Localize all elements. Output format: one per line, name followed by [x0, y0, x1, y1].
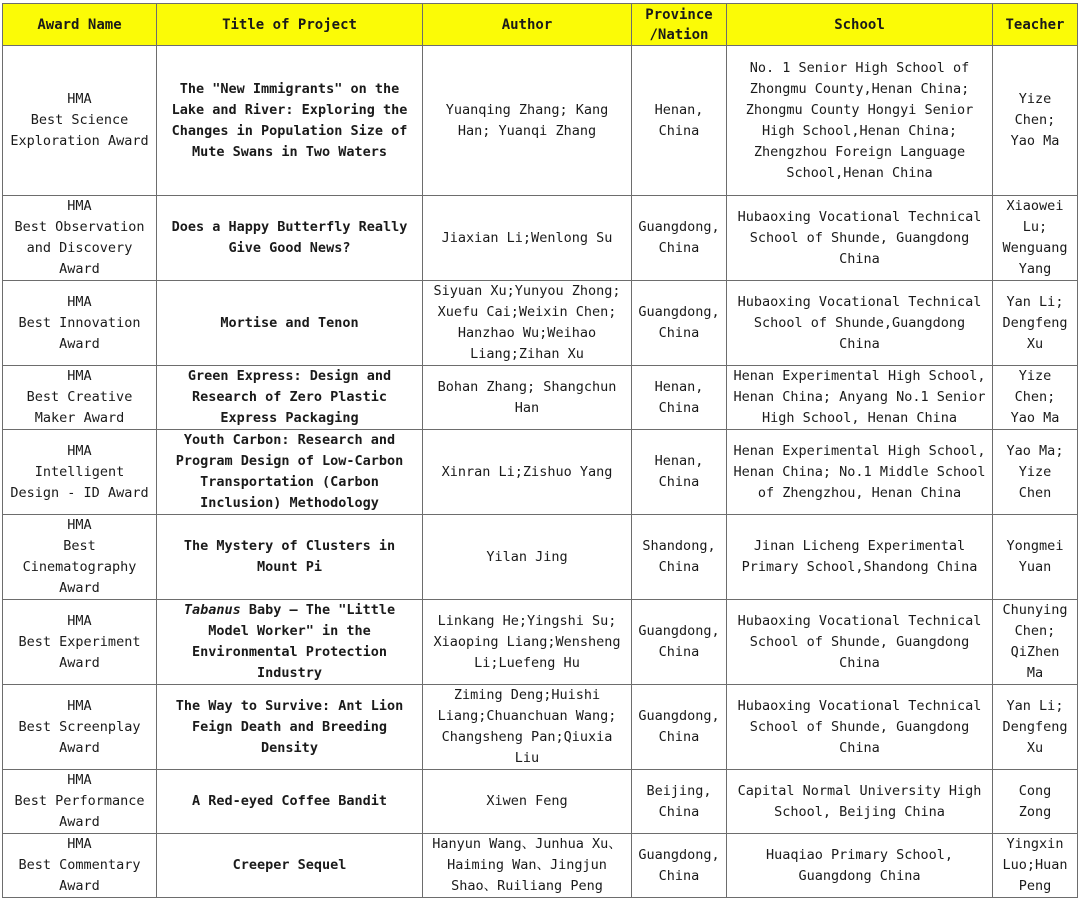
school-cell: Jinan Licheng Experimental Primary School,Shandong China: [727, 515, 993, 600]
project-title-cell: [157, 430, 423, 515]
project-title-cell: [157, 834, 423, 898]
header-row: [3, 4, 1078, 46]
school-cell: Henan Experimental High School, Henan China; Anyang No.1 Senior High School, Henan China: [727, 366, 993, 430]
teacher-cell: Yan Li; Dengfeng Xu: [993, 281, 1078, 366]
author-cell: Linkang He;Yingshi Su; Xiaoping Liang;Wensheng Li;Luefeng Hu: [423, 600, 632, 685]
project-title-cell: [157, 685, 423, 770]
header-title-of-project: Title of Project: [157, 4, 423, 46]
province-cell: Henan, China: [632, 46, 727, 196]
project-title-text: The "New Immigrants" on the Lake and River: Exploring the Changes in Population Size of Mute Swans in Two Waters: [171, 80, 408, 160]
award-name-cell: HMA Best Screenplay Award: [3, 685, 157, 770]
award-name-cell: HMA Best Commentary Award: [3, 834, 157, 898]
project-title-cell: [157, 600, 423, 685]
province-cell: Guangdong, China: [632, 600, 727, 685]
italic-species-name: Tabanus: [183, 602, 241, 618]
project-title-cell: [157, 281, 423, 366]
teacher-cell: Xiaowei Lu; Wenguang Yang: [993, 196, 1078, 281]
award-name-cell: HMA Best Innovation Award: [3, 281, 157, 366]
province-cell: Henan, China: [632, 430, 727, 515]
province-cell: Guangdong, China: [632, 685, 727, 770]
award-name-cell: HMA Best Observation and Discovery Award: [3, 196, 157, 281]
author-cell: Siyuan Xu;Yunyou Zhong; Xuefu Cai;Weixin Chen; Hanzhao Wu;Weihao Liang;Zihan Xu: [423, 281, 632, 366]
table-row: [3, 770, 1078, 834]
province-cell: Shandong, China: [632, 515, 727, 600]
teacher-cell: Yize Chen; Yao Ma: [993, 366, 1078, 430]
author-cell: Jiaxian Li;Wenlong Su: [423, 196, 632, 281]
school-cell: Huaqiao Primary School, Guangdong China: [727, 834, 993, 898]
teacher-cell: Yongmei Yuan: [993, 515, 1078, 600]
author-cell: Xinran Li;Zishuo Yang: [423, 430, 632, 515]
school-cell: Hubaoxing Vocational Technical School of Shunde, Guangdong China: [727, 685, 993, 770]
school-cell: No. 1 Senior High School of Zhongmu County,Henan China; Zhongmu County Hongyi Senior High School,Henan China; Zhengzhou Foreign Language School,Henan China: [727, 46, 993, 196]
project-title-text: Youth Carbon: Research and Program Design of Low-Carbon Transportation (Carbon Inclusion) Methodology: [175, 432, 404, 511]
header-teacher: Teacher: [993, 4, 1078, 46]
project-title-text: A Red-eyed Coffee Bandit: [191, 793, 388, 809]
teacher-cell: Yan Li; Dengfeng Xu: [993, 685, 1078, 770]
school-cell: Henan Experimental High School, Henan China; No.1 Middle School of Zhengzhou, Henan China: [727, 430, 993, 515]
province-cell: Guangdong, China: [632, 196, 727, 281]
province-cell: Henan, China: [632, 366, 727, 430]
author-cell: Xiwen Feng: [423, 770, 632, 834]
teacher-cell: Cong Zong: [993, 770, 1078, 834]
school-cell: Hubaoxing Vocational Technical School of Shunde, Guangdong China: [727, 600, 993, 685]
school-cell: Capital Normal University High School, Beijing China: [727, 770, 993, 834]
project-title-text: Mortise and Tenon: [220, 314, 359, 331]
table-row: [3, 685, 1078, 770]
award-name-cell: HMA Best Performance Award: [3, 770, 157, 834]
project-title-cell: [157, 366, 423, 430]
project-title-text: Baby — The "Little Model Worker" in the Environmental Protection Industry: [191, 602, 396, 681]
award-name-cell: HMA Best Experiment Award: [3, 600, 157, 685]
project-title-text: The Mystery of Clusters in Mount Pi: [183, 538, 396, 575]
author-cell: Yuanqing Zhang; Kang Han; Yuanqi Zhang: [423, 46, 632, 196]
project-title-cell: [157, 196, 423, 281]
table-row: [3, 600, 1078, 685]
table-row: [3, 430, 1078, 515]
awards-table: [2, 3, 1078, 898]
award-name-cell: HMA Best Cinematography Award: [3, 515, 157, 600]
project-title-cell: [157, 770, 423, 834]
project-title-text: Green Express: Design and Research of Zero Plastic Express Packaging: [187, 368, 392, 426]
project-title-cell: [157, 515, 423, 600]
header-award-name: Award Name: [3, 4, 157, 46]
author-cell: Hanyun Wang、Junhua Xu、 Haiming Wan、Jingjun Shao、Ruiliang Peng: [423, 834, 632, 898]
teacher-cell: Yize Chen; Yao Ma: [993, 46, 1078, 196]
table-row: [3, 196, 1078, 281]
project-title-text: Creeper Sequel: [232, 857, 347, 873]
project-title-text: Does a Happy Butterfly Really Give Good News?: [171, 219, 408, 256]
table-row: [3, 366, 1078, 430]
table-row: [3, 46, 1078, 196]
province-cell: Guangdong, China: [632, 834, 727, 898]
award-name-cell: HMA Best Science Exploration Award: [3, 46, 157, 196]
project-title-cell: [157, 46, 423, 196]
school-cell: Hubaoxing Vocational Technical School of Shunde,Guangdong China: [727, 281, 993, 366]
header-school: School: [727, 4, 993, 46]
table-row: [3, 281, 1078, 366]
teacher-cell: Chunying Chen; QiZhen Ma: [993, 600, 1078, 685]
header-author: Author: [423, 4, 632, 46]
award-name-cell: HMA Best Creative Maker Award: [3, 366, 157, 430]
teacher-cell: Yingxin Luo;Huan Peng: [993, 834, 1078, 898]
award-name-cell: HMA Intelligent Design - ID Award: [3, 430, 157, 515]
author-cell: Ziming Deng;Huishi Liang;Chuanchuan Wang; Changsheng Pan;Qiuxia Liu: [423, 685, 632, 770]
province-cell: Beijing, China: [632, 770, 727, 834]
header-province-nation: Province /Nation: [632, 4, 727, 46]
project-title-text: The Way to Survive: Ant Lion Feign Death and Breeding Density: [175, 697, 404, 756]
author-cell: Yilan Jing: [423, 515, 632, 600]
school-cell: Hubaoxing Vocational Technical School of Shunde, Guangdong China: [727, 196, 993, 281]
author-cell: Bohan Zhang; Shangchun Han: [423, 366, 632, 430]
table-row: [3, 834, 1078, 898]
province-cell: Guangdong, China: [632, 281, 727, 366]
table-row: [3, 515, 1078, 600]
teacher-cell: Yao Ma; Yize Chen: [993, 430, 1078, 515]
